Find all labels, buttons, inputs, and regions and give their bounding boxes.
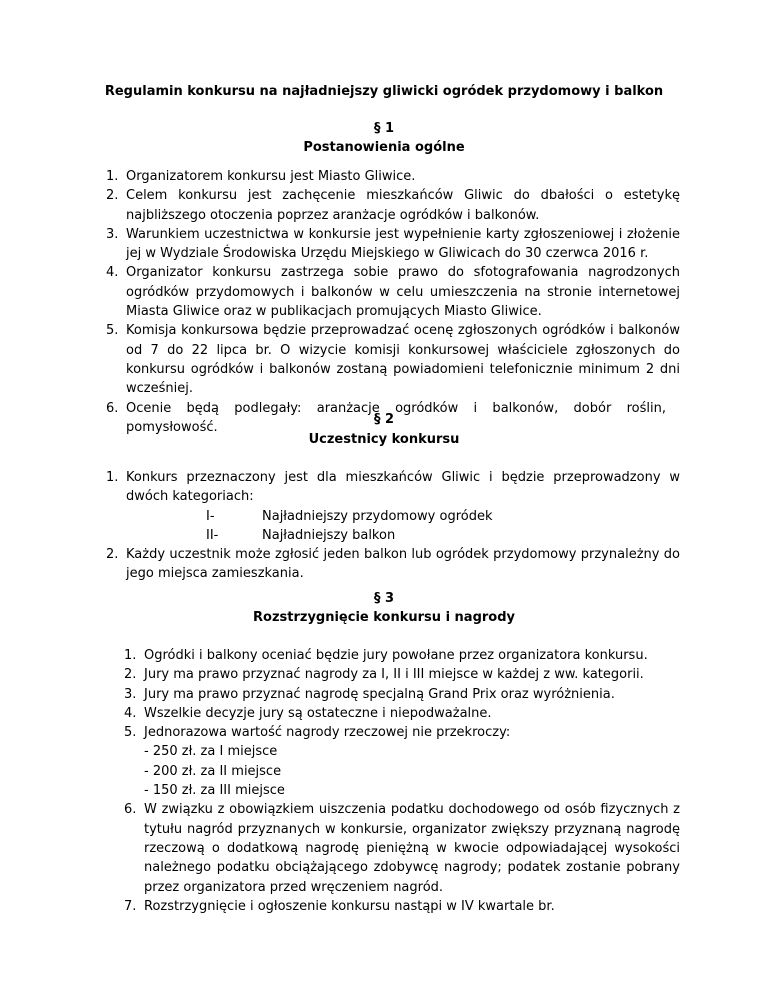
section-3-number: § 3: [373, 591, 395, 606]
category-row: I- Najładniejszy przydomowy ogródek: [206, 508, 493, 524]
list-item: 6. Ocenie będą podlegały: aranżacje ogródków i balkonów, dobór roślin, pomysłowość.: [106, 400, 666, 435]
list-item: 5. Jednorazowa wartość nagrody rzeczowej nie przekroczy: - 250 zł. za I miejsce - 200 zł. za II miejsce - 150 zł. za III miejsce: [144, 723, 680, 800]
list-item: 1. Ogródki i balkony oceniać będzie jury powołane przez organizatora konkursu.: [124, 648, 648, 663]
prize-line: - 200 zł. za II miejsce: [144, 763, 282, 779]
prize-line: - 250 zł. za I miejsce: [144, 744, 278, 760]
prize-line: - 150 zł. za III miejsce: [144, 783, 285, 799]
list-item: 1. Konkurs przeznaczony jest dla mieszkańców Gliwic i będzie przeprowadzony w dwóch kategoriach: I- Najładniejszy przydomowy ogródek II- Najładniejszy balkon: [126, 468, 680, 545]
list-item: 3. Jury ma prawo przyznać nagrodę specjalną Grand Prix oraz wyróżnienia.: [124, 686, 615, 702]
section-3-list: [124, 646, 680, 916]
section-2-list: [106, 468, 680, 584]
list-item: 1. Organizatorem konkursu jest Miasto Gliwice.: [106, 169, 416, 184]
document-title: Regulamin konkursu na najładniejszy gliwicki ogródek przydomowy i balkon: [104, 84, 664, 99]
list-item: 2. Jury ma prawo przyznać nagrody za I, II i III miejsce w każdej z ww. kategorii.: [124, 667, 644, 683]
list-item: 4. Wszelkie decyzje jury są ostateczne i niepodważalne.: [124, 705, 492, 721]
list-item: 2. Każdy uczestnik może zgłosić jeden balkon lub ogródek przydomowy przynależny do jego miejsca zamieszkania.: [106, 547, 680, 582]
section-1-heading: Postanowienia ogólne: [303, 140, 465, 155]
list-item: 3. Warunkiem uczestnictwa w konkursie jest wypełnienie karty zgłoszeniowej i złożenie jej w Wydziale Środowiska Urzędu Miejskiego w Gliwicach do 30 czerwca 2016 r.: [106, 226, 680, 262]
list-item: 2. Celem konkursu jest zachęcenie mieszkańców Gliwic do dbałości o estetykę najbliższego otoczenia poprzez aranżacje ogródków i balkonów.: [106, 188, 680, 223]
list-item: 7. Rozstrzygnięcie i ogłoszenie konkursu nastąpi w IV kwartale br.: [124, 898, 555, 914]
section-1-list: [106, 167, 680, 437]
list-item: 5. Komisja konkursowa będzie przeprowadzać ocenę zgłoszonych ogródków i balkonów od 7 do 22 lipca br. O wizycie komisji konkursowej właściciele zgłoszonych do konkursu ogródków i balkonów zostaną powiadomieni telefonicznie minimum 2 dni wcześniej.: [106, 323, 680, 397]
category-row: II- Najładniejszy balkon: [206, 527, 396, 543]
list-item: 6. W związku z obowiązkiem uiszczenia podatku dochodowego od osób fizycznych z tytułu nagród przyznanych w konkursie, organizator zwiększy przyznaną nagrodę rzeczową o dodatkową nagrodę pieniężną w kwocie odpowiadającej wysokości należnego podatku obciążającego zdobywcę nagrody; podatek zostanie pobrany przez organizatora przed wręczeniem nagród.: [124, 802, 680, 895]
section-2-number: § 2: [373, 412, 395, 427]
section-3-heading: Rozstrzygnięcie konkursu i nagrody: [253, 610, 515, 625]
section-1-number: § 1: [373, 121, 395, 136]
list-item: 4. Organizator konkursu zastrzega sobie prawo do sfotografowania nagrodzonych ogródków przydomowych i balkonów w celu umieszczenia na stronie internetowej Miasta Gliwice oraz w publikacjach promujących Miasto Gliwice.: [106, 265, 680, 320]
section-2-heading: Uczestnicy konkursu: [308, 432, 460, 447]
